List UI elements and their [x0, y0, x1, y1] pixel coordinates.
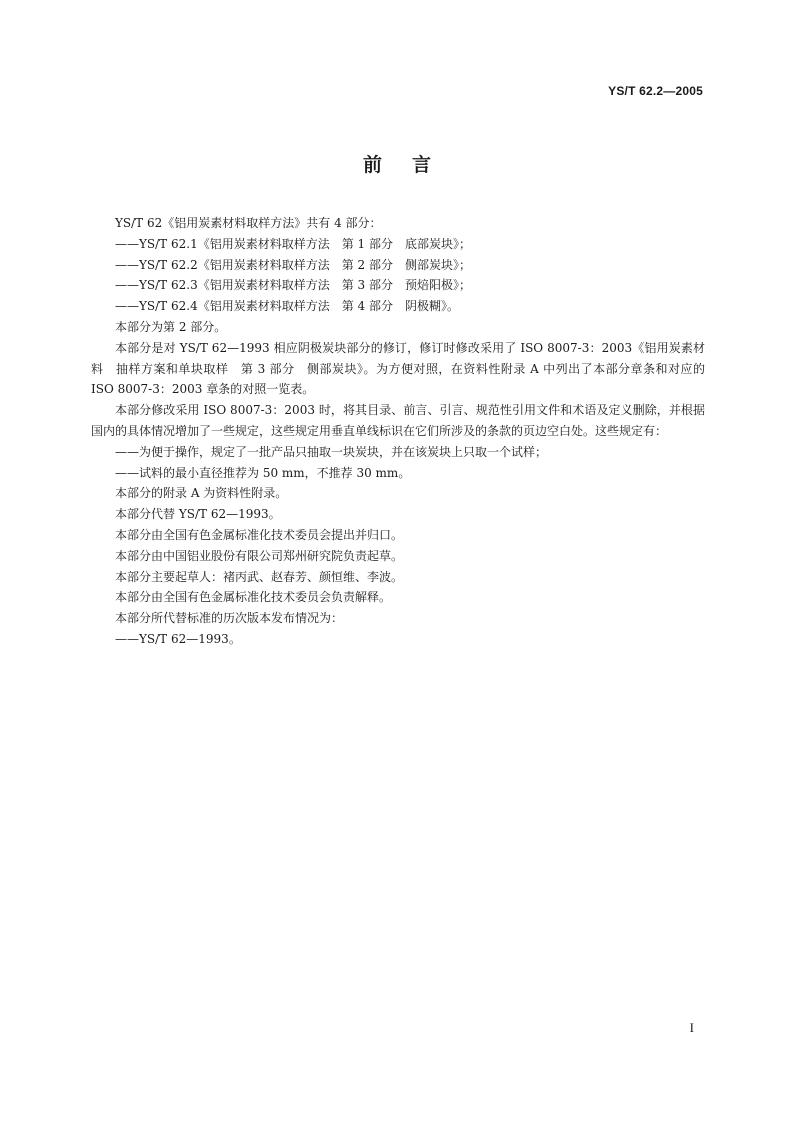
standard-number: YS/T 62.2—2005: [608, 84, 703, 98]
paragraph: 本部分的附录 A 为资料性附录。: [115, 486, 288, 501]
list-item: ——为便于操作，规定了一批产品只抽取一块炭块，并在该炭块上只取一个试样；: [115, 444, 548, 459]
paragraph: 本部分是对 YS/T 62—1993 相应阴极炭块部分的修订，修订时修改采用了 ISO 8007-3：2003《铝用炭素材料 抽样方案和单块取样 第 3 部分 侧部炭块》。为方便对照，在资料性附录 A 中列出了本部分章条和对应的 ISO 8007-3：2003 章条的对照一览表。: [91, 340, 705, 397]
paragraph: 本部分所代替标准的历次版本发布情况为：: [115, 611, 344, 626]
list-item: ——YS/T 62.2《铝用炭素材料取样方法 第 2 部分 侧部炭块》；: [115, 257, 471, 272]
paragraph: 本部分由全国有色金属标准化技术委员会负责解释。: [115, 590, 392, 605]
foreword-body: [91, 213, 705, 650]
page-title: 前言: [362, 154, 461, 176]
paragraph: 本部分修改采用 ISO 8007-3：2003 时，将其目录、前言、引言、规范性引用文件和术语及定义删除，并根据国内的具体情况增加了一些规定，这些规定用垂直单线标识在它们所涉及的条款的页边空白处。这些规定有：: [91, 403, 705, 438]
paragraph: YS/T 62《铝用炭素材料取样方法》共有 4 部分：: [115, 216, 382, 230]
paragraph: 本部分主要起草人：褚丙武、赵春芳、颜恒维、李波。: [115, 569, 404, 584]
paragraph: 本部分为第 2 部分。: [115, 319, 227, 334]
page-number: I: [689, 1020, 694, 1035]
paragraph: 本部分由全国有色金属标准化技术委员会提出并归口。: [115, 527, 404, 542]
list-item: ——YS/T 62.3《铝用炭素材料取样方法 第 3 部分 预焙阳极》；: [115, 278, 471, 293]
list-item: ——YS/T 62—1993。: [115, 631, 241, 646]
list-item: ——YS/T 62.1《铝用炭素材料取样方法 第 1 部分 底部炭块》；: [115, 236, 471, 251]
paragraph: 本部分由中国铝业股份有限公司郑州研究院负责起草。: [115, 548, 404, 563]
list-item: ——YS/T 62.4《铝用炭素材料取样方法 第 4 部分 阴极糊》。: [115, 299, 459, 314]
list-item: ——试料的最小直径推荐为 50 mm，不推荐 30 mm。: [115, 465, 411, 480]
paragraph: 本部分代替 YS/T 62—1993。: [115, 507, 281, 522]
